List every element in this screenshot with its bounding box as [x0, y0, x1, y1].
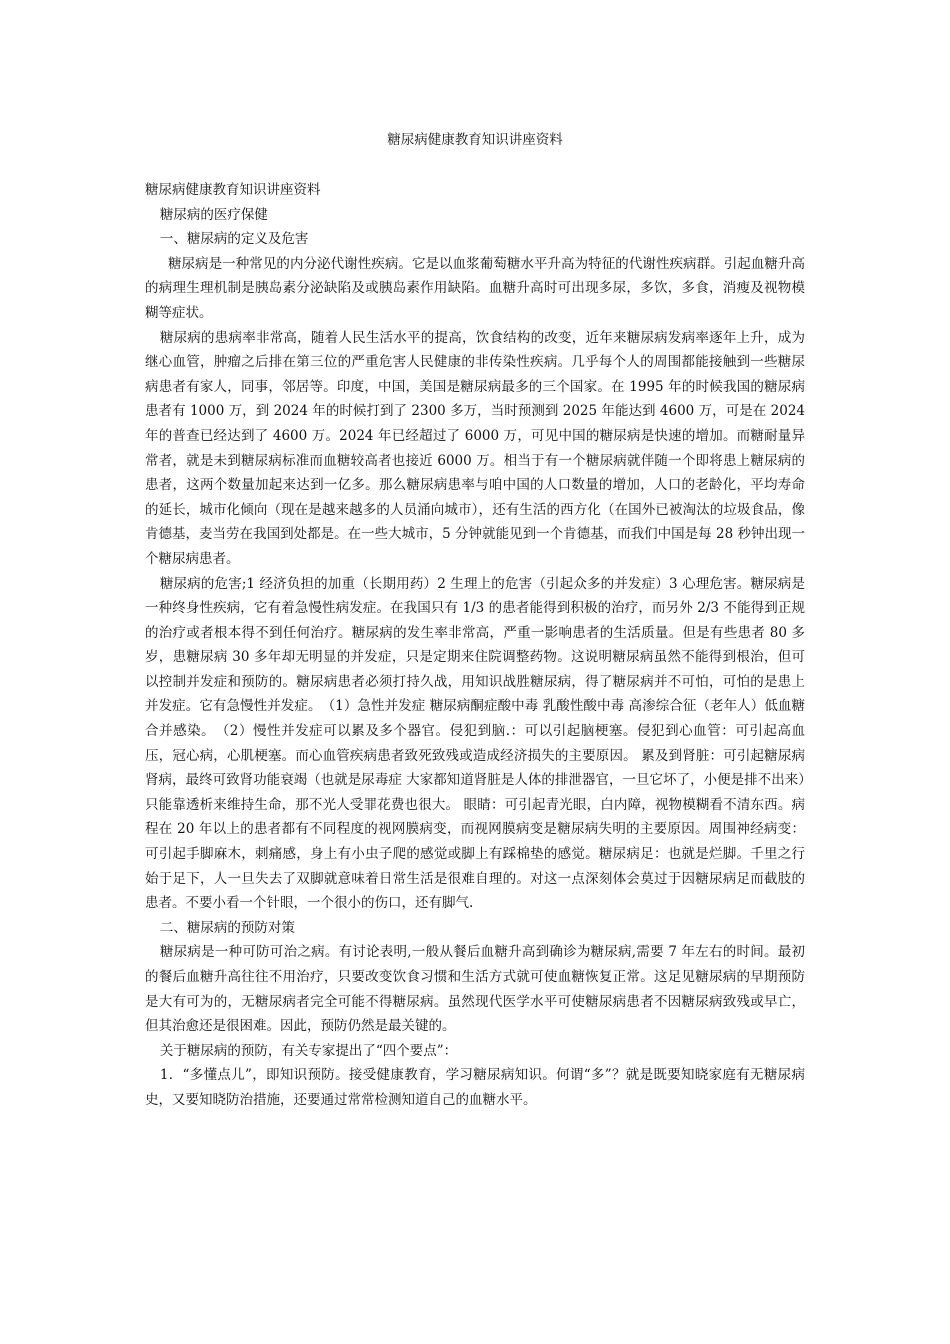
paragraph: 1．“多懂点儿”，即知识预防。接受健康教育，学习糖尿病知识。何谓“多”？就是既要知晓家庭有无糖尿病史，又要知晓防治措施，还要通过常常检测知道自己的血糖水平。: [145, 1067, 805, 1108]
paragraph: 二、糖尿病的预防对策: [159, 919, 295, 936]
paragraph: 糖尿病健康教育知识讲座资料: [145, 182, 321, 198]
document-body: [145, 178, 805, 1113]
paragraph: 关于糖尿病的预防，有关专家提出了“四个要点”：: [159, 1042, 458, 1059]
paragraph: 一、糖尿病的定义及危害: [159, 231, 309, 248]
paragraph: 糖尿病是一种可防可治之病。有讨论表明,一般从餐后血糖升高到确诊为糖尿病,需要 7 年左右的时间。最初的餐后血糖升高往往不用治疗，只要改变饮食习惯和生活方式就可使血糖恢复正常。这足见糖尿病的早期预防是大有可为的，无糖尿病者完全可能不得糖尿病。虽然现代医学水平可使糖尿病患者不因糖尿病致残或早亡，但其治愈还是很困难。因此，预防仍然是最关键的。: [145, 944, 805, 1035]
paragraph: 糖尿病的医疗保健: [159, 206, 268, 223]
document-title: 糖尿病健康教育知识讲座资料: [387, 132, 563, 148]
paragraph: 糖尿病的患病率非常高，随着人民生活水平的提高，饮食结构的改变，近年来糖尿病发病率逐年上升，成为继心血管，肿瘤之后排在第三位的严重危害人民健康的非传染性疾病。几乎每个人的周围都能接触到一些糖尿病患者有家人，同事，邻居等。印度，中国，美国是糖尿病最多的三个国家。在 1995 年的时候我国的糖尿病患者有 1000 万，到 2024 年的时候打到了 2300 多万，当时预测到 2025 年能达到 4600 万，可是在 2024 年的普查已经达到了 4600 万。2024 年已经超过了 6000 万，可见中国的糖尿病是快速的增加。而糖耐量异常者，就是未到糖尿病标准而血糖较高者也接近 6000 万。相当于有一个糖尿病就伴随一个即将患上糖尿病的患者，这两个数量加起来达到一亿多。那么糖尿病患率与咱中国的人口数量的增加，人口的老龄化，平均寿命的延长，城市化倾向（现在是越来越多的人员涌向城市），还有生活的西方化（在国外已被淘汰的垃圾食品，像肯德基，麦当劳在我国到处都是。在一些大城市，5 分钟就能见到一个肯德基，而我们中国是每 28 秒钟出现一个糖尿病患者。: [145, 329, 805, 567]
paragraph: 糖尿病是一种常见的内分泌代谢性疾病。它是以血浆葡萄糖水平升高为特征的代谢性疾病群。引起血糖升高的病理生理机制是胰岛素分泌缺陷及或胰岛素作用缺陷。血糖升高时可出现多尿，多饮，多食，消瘦及视物模糊等症状。: [145, 255, 805, 321]
paragraph: 糖尿病的危害;1 经济负担的加重（长期用药）2 生理上的危害（引起众多的并发症）3 心理危害。糖尿病是一种终身性疾病，它有着急慢性病发症。在我国只有 1/3 的患者能得到积极的治疗，而另外 2/3 不能得到正规的治疗或者根本得不到任何治疗。糖尿病的发生率非常高，严重一影响患者的生活质量。但是有些患者 80 多岁，患糖尿病 30 多年却无明显的并发症，只是定期来住院调整药物。这说明糖尿病虽然不能得到根治，但可以控制并发症和预防的。糖尿病患者必须打持久战，用知识战胜糖尿病，得了糖尿病并不可怕，可怕的是患上并发症。它有急慢性并发症。 （1）急性并发症 糖尿病酮症酸中毒 乳酸性酸中毒 高渗综合征（老年人）低血糖合并感染。 （2）慢性并发症可以累及多个器官。侵犯到脑.：可以引起脑梗塞。侵犯到心血管：可引起高血压，冠心病，心肌梗塞。而心血管疾病患者致死致残或造成经济损失的主要原因。 累及到肾脏：可引起糖尿病肾病，最终可致肾功能衰竭（也就是尿毒症 大家都知道肾脏是人体的排泄器官，一旦它坏了，小便是排不出来）只能靠透析来维持生命，那不光人受罪花费也很大。 眼睛：可引起青光眼，白内障，视物模糊看不清东西。病程在 20 年以上的患者都有不同程度的视网膜病变，而视网膜病变是糖尿病失明的主要原因。周围神经病变：可引起手脚麻木，刺痛感，身上有小虫子爬的感觉或脚上有踩棉垫的感觉。糖尿病足：也就是烂脚。千里之行始于足下，人一旦失去了双脚就意味着日常生活是很难自理的。对这一点深刻体会莫过于因糖尿病足而截肢的患者。不要小看一个针眼，一个很小的伤口，还有脚气.: [145, 575, 805, 912]
